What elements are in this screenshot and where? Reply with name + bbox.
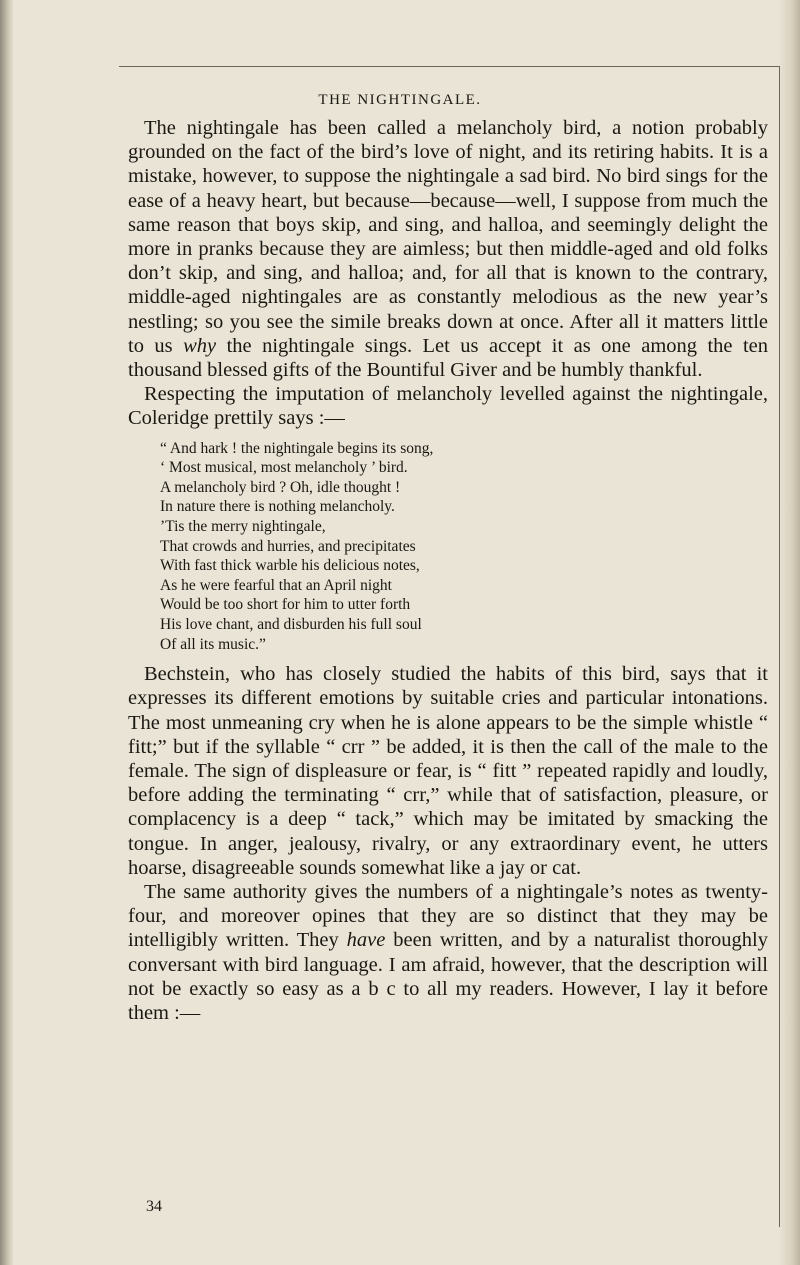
emphasis-have: have (346, 929, 386, 952)
body-text (128, 116, 768, 1025)
paragraph-3: Bechstein, who has closely studied the habits of this bird, says that it expresses its different emotions by suitable cries and particular intonations. The most unmeaning cry when he is alone appears to be the simple whistle “ fitt;” but if the syllable “ crr ” be added, it is then the call of the male to the female. The sign of displeasure or fear, is “ fitt ” repeated rapidly and loudly, before adding the terminating “ crr,” while that of satisfaction, pleasure, or complacency is a deep “ tack,” which may be imitated by smacking the tongue. In anger, jealousy, rivalry, or any extraordinary event, he utters hoarse, disagreeable sounds somewhat like a jay or cat. (128, 663, 768, 879)
emphasis-why: why (183, 334, 217, 357)
coleridge-poem (160, 439, 768, 655)
poem-line: In nature there is nothing melancholy. (160, 498, 395, 516)
paragraph-1-text: The nightingale has been called a melancholy bird, a notion probably grounded on the fact of the bird’s love of night, and its retiring habits. It is a mistake, however, to suppose the nightingale a sad bird. No bird sings for the ease of a heavy heart, but because—because—well, I suppose from much the same reason that boys skip, and sing, and halloa, and seemingly delight the more in pranks because they are aimless; but then middle-aged and old folks don’t skip, and sing, and halloa; and, for all that is known to the contrary, middle-aged nightingales are as constantly melodious as the new year’s nestling; so you see the simile breaks down at once. After all it matters little to us (128, 117, 768, 357)
running-header: THE NIGHTINGALE. (318, 92, 482, 108)
poem-line: As he were fearful that an April night (160, 576, 392, 594)
page-number: 34 (146, 1198, 162, 1215)
book-binding-shadow (0, 0, 14, 1265)
paragraph-2: Respecting the imputation of melancholy levelled against the nightingale, Coleridge prettily says :— (128, 383, 768, 430)
poem-line: That crowds and hurries, and precipitates (160, 537, 416, 555)
poem-line: Of all its music.” (160, 635, 266, 653)
paragraph-1 (128, 116, 768, 382)
paragraph-4-text: The same authority gives the numbers of a nightingale’s notes as twenty-four, and moreover opines that they are so distinct that they may be intelligibly written. They (128, 881, 768, 952)
poem-line: Would be too short for him to utter forth (160, 596, 411, 614)
poem-line: ’Tis the merry nightingale, (160, 518, 326, 536)
poem-line: ‘ Most musical, most melancholy ’ bird. (160, 459, 408, 477)
poem-line: With fast thick warble his delicious notes, (160, 557, 420, 575)
page-edge-shadow (778, 0, 800, 1265)
poem-line: A melancholy bird ? Oh, idle thought ! (160, 478, 401, 496)
paragraph-4-tail: been written, and by a naturalist thoroughly conversant with bird language. I am afraid, however, that the description will not be exactly so easy as a b c to all my readers. However, I lay it before them :— (128, 929, 768, 1025)
poem-line: “ And hark ! the nightingale begins its song, (160, 439, 434, 457)
poem-line: His love chant, and disburden his full soul (160, 615, 422, 633)
paragraph-4 (128, 880, 768, 1025)
paragraph-1-tail: the nightingale sings. Let us accept it as one among the ten thousand blessed gifts of the Bountiful Giver and be humbly thankful. (128, 334, 769, 382)
